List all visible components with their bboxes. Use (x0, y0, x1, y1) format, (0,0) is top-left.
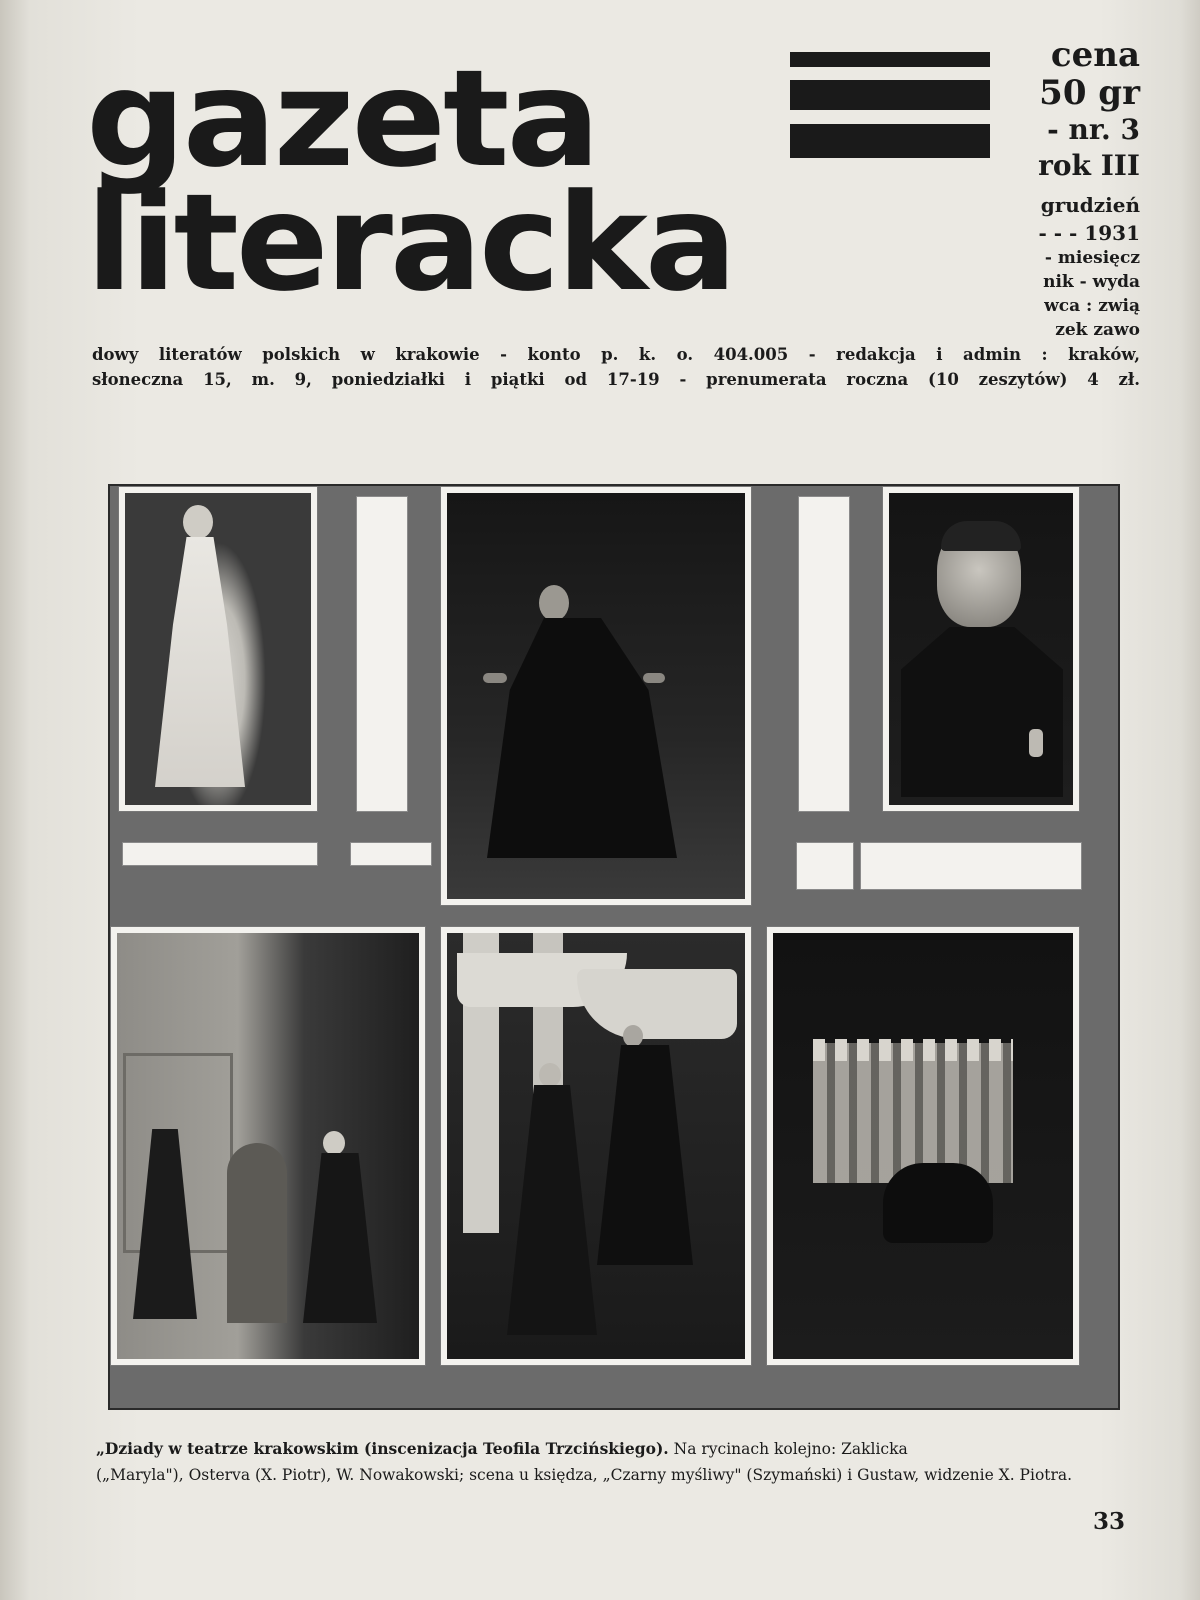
photo-frame (882, 486, 1080, 812)
priest-kneeling (883, 1163, 993, 1243)
figure-shadow (227, 1143, 287, 1323)
photo-zaklicka-maryla (125, 493, 311, 805)
portrait-hand (1029, 729, 1043, 757)
photo-frame (440, 486, 752, 906)
decor-bar (798, 496, 850, 812)
issue-date-year: - - - 1931 (1038, 221, 1140, 245)
photo-osterva-x-piotr (447, 493, 745, 899)
photo-nowakowski (889, 493, 1073, 805)
page-number: 33 (1093, 1508, 1126, 1535)
masthead-title-line1: gazeta (86, 41, 598, 197)
photo-collage (108, 484, 1120, 1410)
photo-frame (766, 926, 1080, 1366)
angel-chorus (813, 1043, 1013, 1183)
caption-title: „Dziady w teatrze krakowskim (inscenizacja Teofila Trzcińskiego). (96, 1439, 669, 1458)
priest-head (323, 1131, 345, 1155)
angel-heads (813, 1039, 1013, 1061)
photo-frame (440, 926, 752, 1366)
publisher-info-line1: dowy literatów polskich w krakowie - konto p. k. o. 404.005 - redakcja i admin : kraków, (92, 345, 1140, 364)
issue-number: - nr. 3 (1047, 113, 1140, 146)
photo-czarny-mysliwy (447, 933, 745, 1359)
decor-bar (860, 842, 1082, 890)
hunter-head (623, 1025, 643, 1047)
caption-text: („Maryla"), Osterva (X. Piotr), W. Nowakowski; scena u księdza, „Czarny myśliwy" (Szymański) i Gustaw, widzenie X. Piotra. (96, 1466, 1073, 1484)
publisher-info-line2: słoneczna 15, m. 9, poniedziałki i piątki od 17-19 - prenumerata roczna (10 zeszytów) 4 zł. (92, 370, 1140, 389)
figure-robe (487, 618, 677, 858)
masthead-stripe (790, 124, 990, 158)
photo-frame (118, 486, 318, 812)
gustaw-cloak (507, 1085, 597, 1335)
decor-bar (796, 842, 854, 890)
issue-year: rok III (1038, 149, 1140, 182)
price-label: cena (1050, 35, 1140, 75)
decor-bar (350, 842, 432, 866)
figure-head (539, 585, 569, 621)
gustaw-head (539, 1063, 561, 1087)
issue-info (1003, 36, 1140, 342)
hunter-cloak (597, 1045, 693, 1265)
issue-desc-line: wca : zwią (1044, 296, 1140, 316)
figure-gown (155, 537, 245, 787)
photo-caption (96, 1436, 1140, 1488)
issue-desc-line: - miesięcz (1044, 248, 1140, 268)
caption-text: Na rycinach kolejno: Zaklicka (668, 1440, 908, 1458)
price-value: 50 gr (1039, 73, 1140, 113)
decor-bar (122, 842, 318, 866)
masthead-title-line2: literacka (86, 165, 734, 321)
tree-canopy (577, 969, 737, 1039)
figure-hand (643, 673, 665, 683)
photo-scena-u-ksiedza (117, 933, 419, 1359)
figure-hand (483, 673, 507, 683)
figure-head (183, 505, 213, 539)
decor-bar (356, 496, 408, 812)
portrait-hair (941, 521, 1021, 551)
portrait-coat (901, 627, 1063, 797)
priest-robe (303, 1153, 377, 1323)
issue-desc-line: zek zawo (1055, 320, 1140, 340)
masthead-stripe (790, 52, 990, 67)
issue-desc-line: nik - wyda (1043, 272, 1140, 292)
masthead-stripe (790, 80, 990, 110)
photo-frame (110, 926, 426, 1366)
photo-widzenie-x-piotra (773, 933, 1073, 1359)
issue-month: grudzień (1040, 193, 1140, 217)
